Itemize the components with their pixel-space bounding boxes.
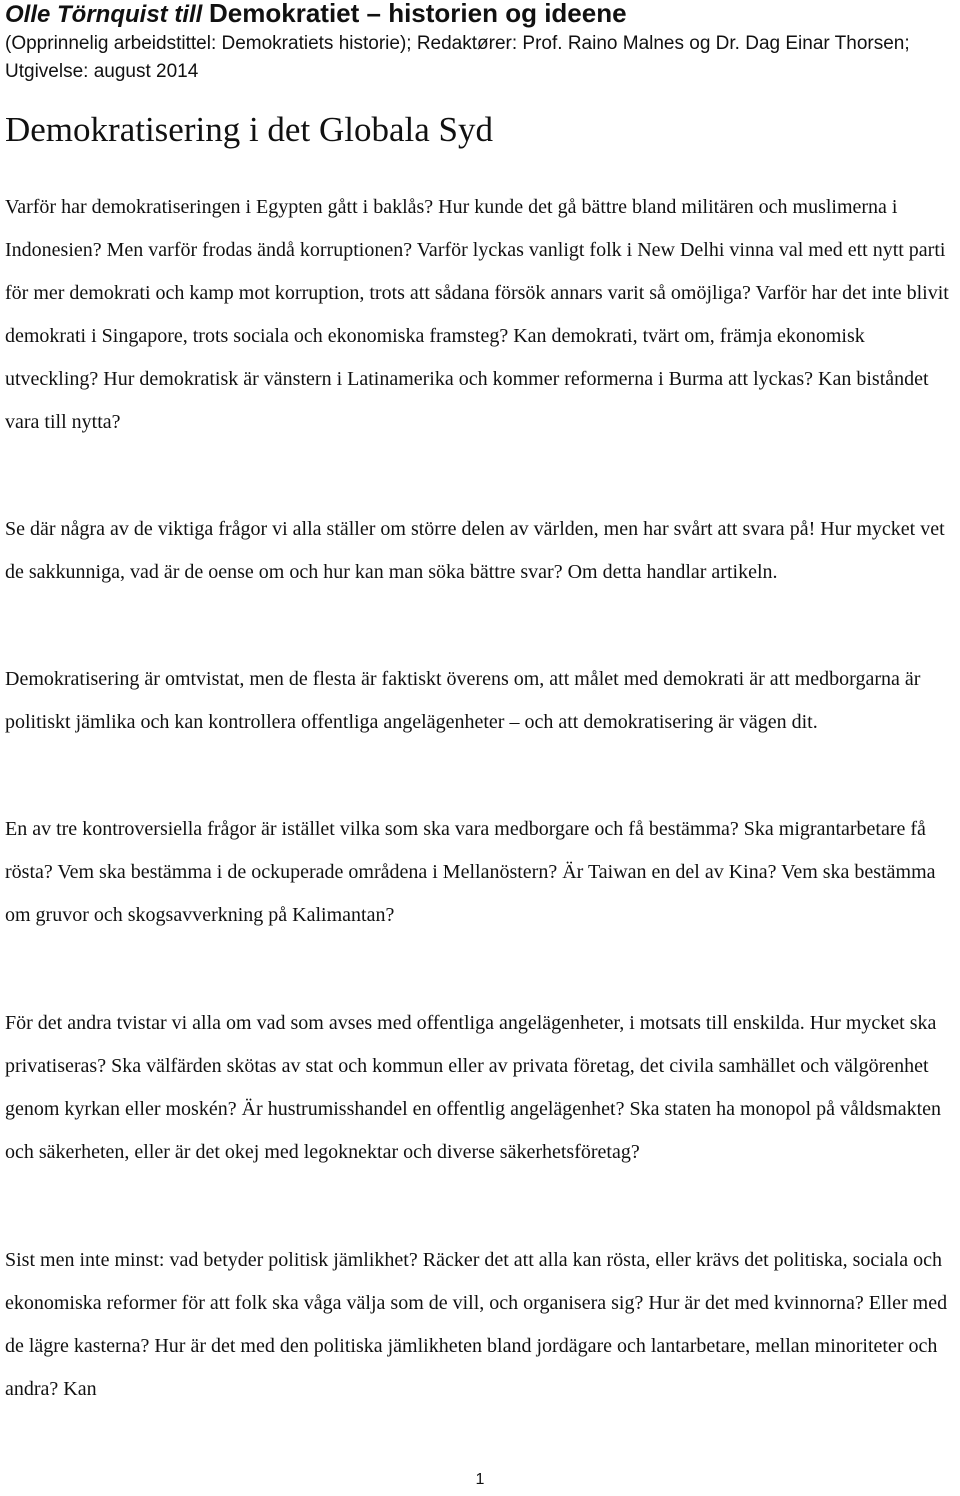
paragraph-public-affairs-question: För det andra tvistar vi alla om vad som avses med offentliga angelägenheter, i motsats till enskilda. Hur mycket ska privatiseras? Ska välfärden skötas av stat och kommun eller av privata företag, det civila samhället och välgörenhet genom kyrkan eller moskén? Är hustrumisshandel en offentlig angelägenhet? Ska staten ha monopol på våldsmakten och säkerheten, eller är det okej med legoknektar och diverse säkerhetsföretag? <box>5 1012 942 1163</box>
article-title: Demokratisering i det Globala Syd <box>5 110 493 149</box>
book-header <box>5 0 627 31</box>
author-prefix: Olle Törnquist till <box>5 1 203 28</box>
page-number: 1 <box>475 1471 485 1488</box>
paragraph-citizenship-question: En av tre kontroversiella frågor är istället vilka som ska vara medborgare och få bestämma? Ska migrantarbetare få rösta? Vem ska bestämma i de ockuperade områdena i Mellanöstern? Är Taiwan en del av Kina? Vem ska bestämma om gruvor och skogsavverkning på Kalimantan? <box>5 818 936 926</box>
publication-meta: (Opprinnelig arbeidstittel: Demokratiets historie); Redaktører: Prof. Raino Malnes og Dr. Dag Einar Thorsen; Utgivelse: august 2014 <box>5 33 910 82</box>
paragraph-intro-questions: Varför har demokratiseringen i Egypten gått i baklås? Hur kunde det gå bättre bland militären och muslimerna i Indonesien? Men varför frodas ändå korruptionen? Varför lyckas vanligt folk i New Delhi vinna val med ett nytt parti för mer demokrati och kamp mot korruption, trots att sådana försök annars varit så omöjliga? Varför har det inte blivit demokrati i Singapore, trots sociala och ekonomiska framsteg? Kan demokrati, tvärt om, främja ekonomisk utveckling? Hur demokratisk är vänstern i Latinamerika och kommer reformerna i Burma att lyckas? Kan biståndet vara till nytta? <box>5 196 949 433</box>
paragraph-political-equality-question: Sist men inte minst: vad betyder politisk jämlikhet? Räcker det att alla kan rösta, eller krävs det politiska, sociala och ekonomiska reformer för att folk ska våga välja som de vill, och organisera sig? Hur är det med kvinnorna? Eller med de lägre kasterna? Hur är det med den politiska jämlikheten bland jordägare och lantarbetare, mellan minoriteter och andra? Kan <box>5 1249 948 1400</box>
book-title: Demokratiet – historien og ideene <box>209 0 627 28</box>
paragraph-democratization-goal: Demokratisering är omtvistat, men de flesta är faktiskt överens om, att målet med demokrati är att medborgarna är politiskt jämlika och kan kontrollera offentliga angelägenheter – och att demokratisering är vägen dit. <box>5 668 921 733</box>
paragraph-article-purpose: Se där några av de viktiga frågor vi alla ställer om större delen av världen, men har svårt att svara på! Hur mycket vet de sakkunniga, vad är de oense om och hur kan man söka bättre svar? Om detta handlar artikeln. <box>5 518 945 583</box>
